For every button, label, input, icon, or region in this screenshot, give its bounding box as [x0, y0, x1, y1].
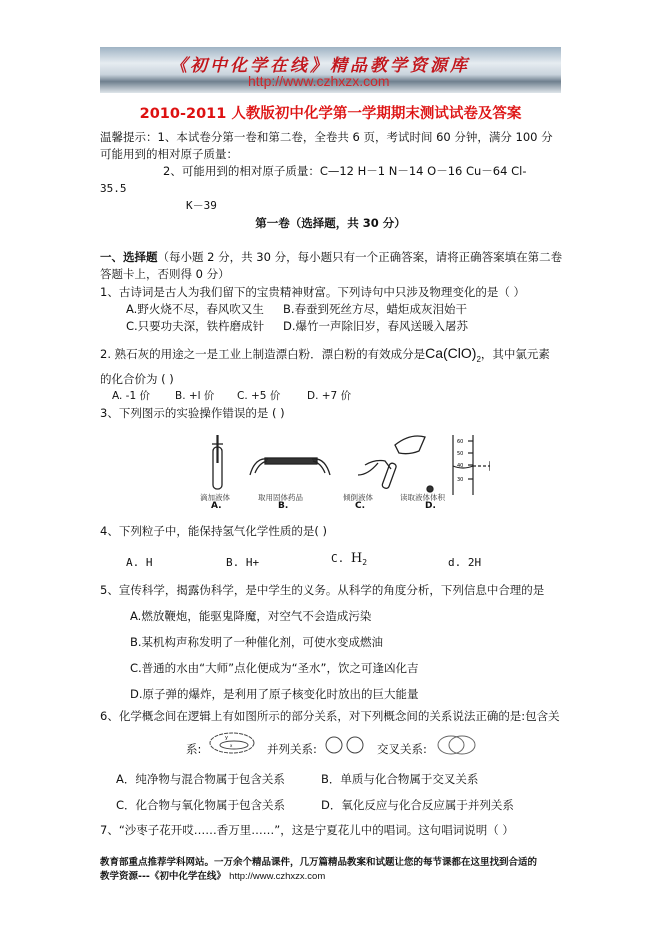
- footer-text: 教学资源---《初中化学在线》: [100, 871, 226, 882]
- figure-letter-b: B.: [278, 501, 289, 511]
- figure-caption-c: 倾倒液体: [343, 493, 373, 502]
- q4-option-b: B. H+: [226, 556, 260, 569]
- notice-line4: 35.5: [100, 182, 127, 195]
- q1-option-a: A.野火烧不尽，春风吹又生: [126, 302, 264, 316]
- cylinder-tick-40: 40: [457, 463, 464, 469]
- q1-option-d: D.爆竹一声除旧岁，春风送暖入屠苏: [283, 319, 469, 333]
- q2-stem2: 的化合价为 ( ): [100, 372, 174, 386]
- diagram-label-outer: y: [225, 735, 228, 741]
- q2-stem: [100, 346, 550, 367]
- q2-stem-text: 2. 熟石灰的用途之一是工业上制造漂白粉．漂白粉的有效成分是: [100, 347, 426, 361]
- notice-line1: 温馨提示：1、本试卷分第一卷和第二卷，全卷共 6 页，考试时间 60 分钟，满分 100 分: [100, 130, 553, 144]
- q2-formula-text: Ca(ClO): [425, 345, 477, 361]
- q2-formula: [425, 345, 481, 364]
- q6-option-b: B．单质与化合物属于交叉关系: [321, 772, 479, 786]
- cylinder-tick-60: 60: [457, 439, 464, 445]
- q7-stem: 7、“沙枣子花开哎……香万里……”，这是宁夏花儿中的唱词。这句唱词说明（ ）: [100, 823, 514, 837]
- figure-letter-a: A.: [211, 501, 222, 511]
- q6-relation-parallel: 并列关系:: [267, 742, 317, 756]
- q2-option-d: D. +7 价: [307, 390, 352, 402]
- site-banner: [100, 47, 561, 93]
- figure-caption-b: 取用固体药品: [258, 493, 303, 502]
- q1-option-b: B.春蚕到死丝方尽，蜡炬成灰泪始干: [283, 302, 468, 316]
- cylinder-tick-30: 30: [457, 477, 464, 483]
- instructions-line2: 答题卡上，否则得 0 分）: [100, 267, 230, 281]
- q4-option-a: A. H: [126, 556, 153, 569]
- q2-option-a: A. -1 价: [112, 390, 150, 402]
- q5-stem: 5、宣传科学，揭露伪科学，是中学生的义务。从科学的角度分析，下列信息中合理的是: [100, 583, 545, 597]
- q1-stem: 1、古诗词是古人为我们留下的宝贵精神财富。下列诗句中只涉及物理变化的是（ ）: [100, 285, 525, 299]
- include-relation-diagram: [208, 731, 258, 756]
- q6-option-c: C．化合物与氧化物属于包含关系: [116, 798, 286, 812]
- figure-letter-d: D.: [425, 501, 436, 511]
- footer-line2: [100, 868, 325, 882]
- q4-option-c: [331, 552, 367, 570]
- notice-line3: 2、可能用到的相对原子质量：C—12 H－1 N－14 O－16 Cu－64 Cl-: [163, 164, 527, 178]
- q4-option-c-sub: 2: [362, 558, 368, 568]
- q4-option-d: d. 2H: [448, 556, 482, 569]
- banner-url: http://www.czhxzx.com: [248, 73, 390, 89]
- footer-line1: 教育部重点推荐学科网站。一万余个精品课件，几万篇精品教案和试题让您的每节课都在这里找到合适的: [100, 857, 538, 868]
- document-title: 2010-2011 人教版初中化学第一学期期末测试试卷及答案: [139, 106, 522, 122]
- q5-option-b: B.某机构声称发明了一种催化剂，可使水变成燃油: [130, 635, 384, 649]
- parallel-relation-diagram: [324, 735, 366, 755]
- q5-option-d: D.原子弹的爆炸，是利用了原子核变化时放出的巨大能量: [130, 687, 419, 701]
- cross-relation-diagram: [436, 734, 478, 756]
- q2-formula-sub: 2: [476, 354, 481, 364]
- q4-stem: 4、下列粒子中，能保持氢气化学性质的是( ): [100, 524, 327, 538]
- q2-option-c: C. +5 价: [237, 390, 281, 402]
- banner-title: 《初中化学在线》精品教学资源库: [170, 56, 470, 76]
- notice-line5: K－39: [186, 199, 217, 212]
- solid-drug-figure: [250, 458, 330, 475]
- q5-option-c: C.普通的水由“大师”点化便成为“圣水”，饮之可逢凶化吉: [130, 661, 419, 675]
- figure-caption-d: 读取液体体积: [400, 493, 445, 502]
- pour-liquid-figure: [358, 436, 433, 492]
- q6-stem: 6、化学概念间在逻辑上有如图所示的部分关系，对下列概念间的关系说法正确的是:包含关: [100, 709, 560, 723]
- section-title: 第一卷（选择题，共 30 分）: [255, 216, 406, 230]
- q6-option-d: D．氧化反应与化合反应属于并列关系: [321, 798, 514, 812]
- q1-option-c: C.只要功夫深，铁杵磨成针: [126, 319, 265, 333]
- q6-relation-cross: 交叉关系:: [377, 742, 427, 756]
- instructions-line1: [100, 250, 562, 264]
- q2-option-b: B. +l 价: [175, 390, 215, 402]
- q4-option-c-label: C.: [331, 552, 351, 565]
- q4-option-c-formula: H: [350, 551, 363, 566]
- q2-stem-end: ，其中氯元素: [480, 347, 550, 361]
- figure-letter-c: C.: [355, 501, 366, 511]
- q3-figures: [190, 435, 490, 500]
- q6-relation-include: 系:: [186, 742, 202, 756]
- notice-line2: 可能用到的相对原子质量：: [100, 147, 238, 161]
- diagram-label-inner: x: [230, 743, 233, 748]
- instructions-heading: 一、选择题: [100, 250, 158, 264]
- dropper-figure: [212, 435, 223, 489]
- q6-option-a: A．纯净物与混合物属于包含关系: [116, 772, 285, 786]
- q5-option-a: A.燃放鞭炮，能驱鬼降魔，对空气不会造成污染: [130, 609, 372, 623]
- figure-caption-a: 滴加液体: [200, 493, 230, 502]
- footer-url-link[interactable]: http://www.czhxzx.com: [229, 871, 326, 882]
- instructions-text1: （每小题 2 分，共 30 分，每小题只有一个正确答案，请将正确答案填在第二卷: [157, 250, 563, 264]
- q3-stem: 3、下列图示的实验操作错误的是 ( ): [100, 406, 285, 420]
- cylinder-tick-50: 50: [457, 451, 464, 457]
